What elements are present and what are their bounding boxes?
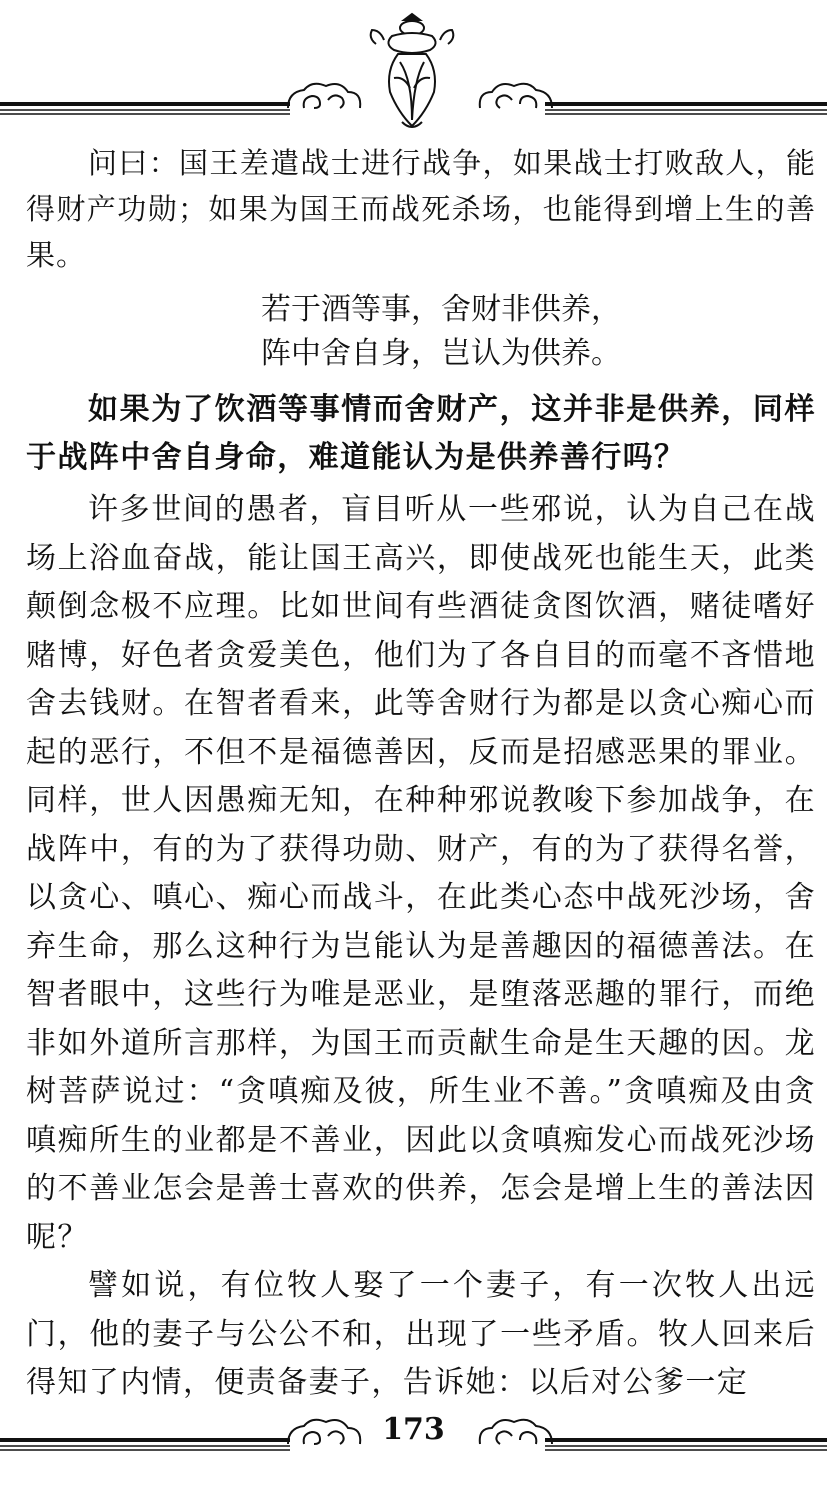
verse-block bbox=[26, 288, 816, 376]
footer-rule-left bbox=[0, 1440, 290, 1450]
cloud-scroll-left-icon bbox=[288, 84, 360, 108]
body-paragraph-2: 譬如说，有位牧人娶了一个妻子，有一次牧人出远门，他的妻子与公公不和，出现了一些矛盾。牧人回来后得知了内情，便责备妻子，告诉她：以后对公爹一定 bbox=[26, 1268, 816, 1400]
commentary-paragraph: 如果为了饮酒等事情而舍财产，这并非是供养，同样于战阵中舍自身命，难道能认为是供养善行吗？ bbox=[26, 392, 816, 475]
footer-cloud-left-icon bbox=[288, 1420, 360, 1444]
verse-line-2: 阵中舍自身，岂认为供养。 bbox=[261, 336, 621, 371]
header-ornament bbox=[0, 0, 827, 140]
cloud-scroll-right-icon bbox=[480, 84, 552, 108]
header-rule-right bbox=[545, 104, 827, 114]
intro-paragraph: 问曰：国王差遣战士进行战争，如果战士打败敌人，能得财产功勋；如果为国王而战死杀场，也能得到增上生的善果。 bbox=[26, 146, 816, 272]
page-content bbox=[26, 140, 816, 1408]
conch-vessel-icon bbox=[371, 14, 454, 127]
page-number: 173 bbox=[382, 1412, 445, 1447]
verse-line-1: 若于酒等事，舍财非供养， bbox=[261, 292, 621, 327]
body-paragraph-1: 许多世间的愚者，盲目听从一些邪说，认为自己在战场上浴血奋战，能让国王高兴，即使战死也能生天，此类颠倒念极不应理。比如世间有些酒徒贪图饮酒，赌徒嗜好赌博，好色者贪爱美色，他们为了各自目的而毫不吝惜地舍去钱财。在智者看来，此等舍财行为都是以贪心痴心而起的恶行，不但不是福德善因，反而是招感恶果的罪业。同样，世人因愚痴无知，在种种邪说教唆下参加战争，在战阵中，有的为了获得功勋、财产，有的为了获得名誉，以贪心、嗔心、痴心而战斗，在此类心态中战死沙场，舍弃生命，那么这种行为岂能认为是善趣因的福德善法。在智者眼中，这些行为唯是恶业，是堕落恶趣的罪行，而绝非如外道所言那样，为国王而贡献生命是生天趣的因。龙树菩萨说过：“贪嗔痴及彼，所生业不善。”贪嗔痴及由贪嗔痴所生的业都是不善业，因此以贪嗔痴发心而战死沙场的不善业怎会是善士喜欢的供养，怎会是增上生的善法因呢？ bbox=[26, 492, 816, 1255]
footer-rule-right bbox=[545, 1440, 827, 1450]
footer-cloud-right-icon bbox=[480, 1420, 552, 1444]
header-rule-left bbox=[0, 104, 290, 114]
